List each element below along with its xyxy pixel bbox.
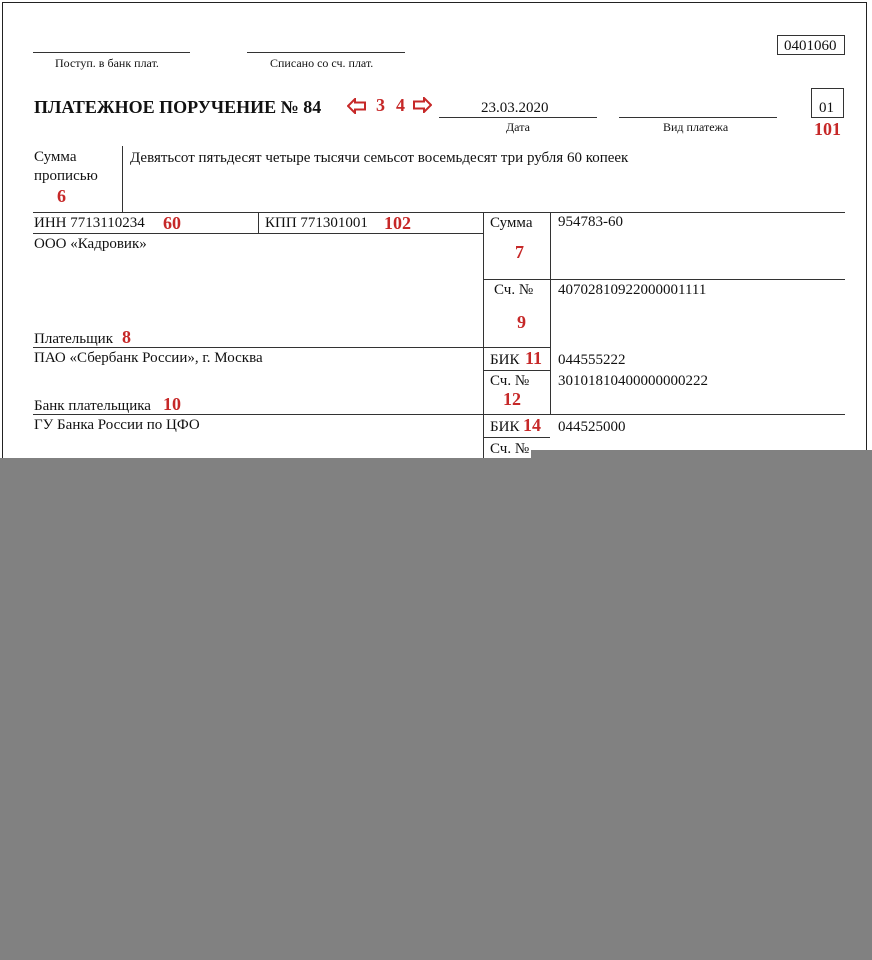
date-label: Дата xyxy=(506,120,530,134)
debited-line xyxy=(247,52,405,53)
payer-bank-bottom-line xyxy=(33,414,845,415)
grey-overlay xyxy=(0,458,872,960)
payer-bank-bik-value: 044555222 xyxy=(558,352,626,368)
marker-7: 7 xyxy=(515,242,524,262)
received-label: Поступ. в банк плат. xyxy=(55,56,159,70)
marker-101: 101 xyxy=(814,119,841,139)
payer-bank-name: ПАО «Сбербанк России», г. Москва xyxy=(34,350,263,366)
payee-bik-bottom-line xyxy=(483,437,550,438)
amount-words-label-1: Сумма xyxy=(34,149,77,165)
payee-bank-corr-label: Сч. № xyxy=(490,441,530,457)
marker-9: 9 xyxy=(517,312,526,332)
marker-3: 3 xyxy=(376,95,385,115)
payer-name: ООО «Кадровик» xyxy=(34,236,147,252)
payer-bank-bik-label: БИК xyxy=(490,352,520,368)
amount-value: 954783-60 xyxy=(558,214,623,230)
payer-bottom-line xyxy=(33,347,550,348)
marker-60: 60 xyxy=(163,213,181,233)
received-line xyxy=(33,52,190,53)
marker-102: 102 xyxy=(384,213,411,233)
arrow-right-icon xyxy=(412,97,432,113)
grey-overlay-notch xyxy=(531,450,872,460)
payer-label: Плательщик xyxy=(34,331,113,347)
inn-kpp-divider xyxy=(258,212,259,233)
payer-account-value: 40702810922000001111 xyxy=(558,282,707,298)
marker-4: 4 xyxy=(396,95,405,115)
form-code-box xyxy=(777,35,845,55)
payer-bank-corr-label: Сч. № xyxy=(490,373,530,389)
date-line xyxy=(439,117,597,118)
date-value: 23.03.2020 xyxy=(481,100,549,116)
amount-words-divider xyxy=(122,146,123,212)
grid-line-top xyxy=(33,212,845,213)
value-col-divider xyxy=(550,212,551,414)
sum-bottom-line xyxy=(483,279,845,280)
marker-10: 10 xyxy=(163,394,181,414)
main-col-divider xyxy=(483,212,484,462)
payer-status-box xyxy=(811,88,844,118)
marker-14: 14 xyxy=(523,415,541,435)
payer-bank-corr-value: 30101810400000000222 xyxy=(558,373,708,389)
inn-kpp-bottom-line xyxy=(33,233,483,234)
bik-bottom-line xyxy=(483,370,550,371)
payee-bank-name: ГУ Банка России по ЦФО xyxy=(34,417,200,433)
document-title: ПЛАТЕЖНОЕ ПОРУЧЕНИЕ № 84 xyxy=(34,97,322,117)
debited-label: Списано со сч. плат. xyxy=(270,56,374,70)
payer-inn: ИНН 7713110234 xyxy=(34,215,145,231)
marker-12: 12 xyxy=(503,389,521,409)
payer-status-value: 01 xyxy=(819,100,834,116)
payer-bank-label: Банк плательщика xyxy=(34,398,151,414)
payer-kpp: КПП 771301001 xyxy=(265,215,368,231)
arrow-left-icon xyxy=(347,98,367,114)
amount-label: Сумма xyxy=(490,215,533,231)
payment-type-line xyxy=(619,117,777,118)
marker-11: 11 xyxy=(525,348,543,368)
payee-bank-bik-value: 044525000 xyxy=(558,419,626,435)
payer-account-label: Сч. № xyxy=(494,282,534,298)
marker-6: 6 xyxy=(57,186,66,206)
form-code: 0401060 xyxy=(784,38,837,54)
payee-bank-bik-label: БИК xyxy=(490,419,520,435)
amount-words-value: Девятьсот пятьдесят четыре тысячи семьсот восемьдесят три рубля 60 копеек xyxy=(130,150,629,166)
payment-type-label: Вид платежа xyxy=(663,120,729,134)
marker-8: 8 xyxy=(122,327,131,347)
amount-words-label-2: прописью xyxy=(34,168,98,184)
